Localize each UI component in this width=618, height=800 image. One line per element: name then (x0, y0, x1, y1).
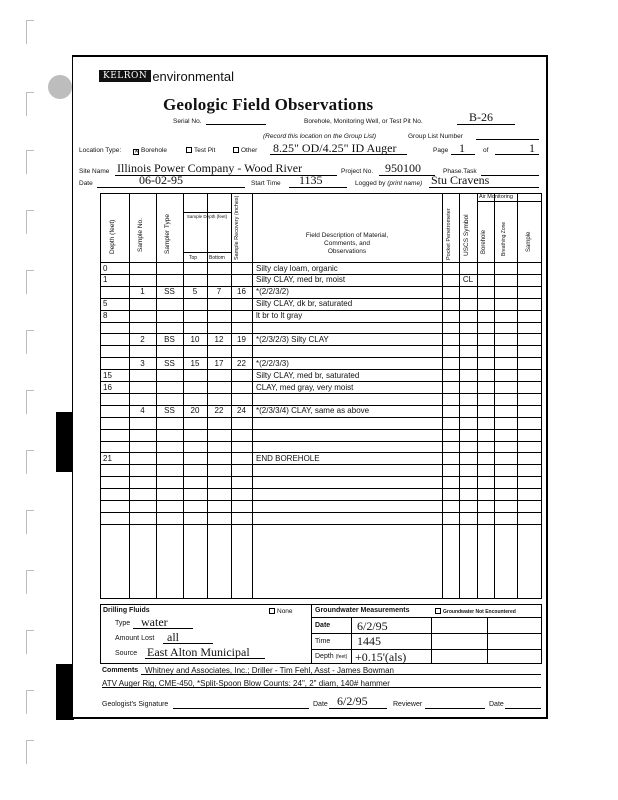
cell-recovery: 16 (237, 287, 246, 297)
cell-uscs: CL (462, 275, 474, 285)
cell-description: Silty CLAY, med br, moist (256, 275, 346, 285)
cell-top: 10 (190, 334, 200, 344)
signature-date-value: 6/2/95 (337, 694, 368, 708)
page-total: 1 (529, 141, 535, 155)
loc-borehole-option[interactable]: ✕ Borehole (134, 147, 168, 155)
cell-sampler-type: SS (164, 287, 175, 297)
col-description-line3: Observations (327, 248, 367, 255)
site-name-value: Illinois Power Company - Wood River (117, 161, 303, 175)
location-type-label: Location Type: (79, 147, 122, 154)
form-title: Geologic Field Observations (163, 95, 374, 114)
gw-time-value: 1445 (357, 634, 381, 648)
cell-sample-no: 4 (140, 406, 145, 416)
site-name-label: Site Name (79, 168, 110, 175)
cell-description: Silty CLAY, med br, saturated (256, 370, 360, 380)
gw-time-label: Time (315, 638, 331, 645)
date-value: 06-02-95 (139, 173, 183, 187)
cell-bottom: 22 (214, 406, 224, 416)
col-depth-header: Depth (feet) (109, 219, 116, 254)
fluids-groundwater-box (100, 604, 542, 664)
col-penetrometer-header: Pocket Penetrometer (446, 208, 452, 260)
cell-sampler-type: BS (164, 334, 175, 344)
cell-description: Silty CLAY, dk br, saturated (256, 299, 353, 309)
cell-sample-no: 2 (140, 334, 145, 344)
cell-sample-no: 3 (140, 358, 145, 368)
company-logo (99, 69, 234, 83)
col-top-header: Top (189, 255, 198, 261)
binder-edge-marks (0, 0, 40, 800)
cell-depth: 16 (103, 382, 112, 392)
cell-description: CLAY, med gray, very moist (256, 382, 354, 392)
cell-depth: 21 (103, 453, 112, 463)
phase-task-label: Phase.Task (443, 168, 477, 175)
cell-bottom: 7 (216, 287, 222, 297)
cell-bottom: 12 (214, 334, 224, 344)
col-breathing-header: Breathing Zone (501, 221, 507, 256)
checkbox-icon (269, 608, 275, 614)
cell-recovery: 19 (237, 334, 246, 344)
fluid-type-label: Type (115, 620, 131, 627)
of-label: of (483, 147, 489, 154)
logo-box-text: KELRON (99, 70, 151, 82)
col-description-line1: Field Description of Material, (305, 232, 389, 239)
cell-description: Silty clay loam, organic (256, 263, 338, 273)
cell-description: *(2/3/2/3) Silty CLAY (256, 334, 329, 344)
fluid-type-value: water (141, 615, 168, 629)
cell-depth: 1 (103, 275, 108, 285)
observation-table (100, 193, 542, 599)
checkbox-icon (186, 147, 192, 153)
drilling-fluids-title: Drilling Fluids (103, 607, 150, 614)
col-sample-header: Sample (526, 231, 532, 252)
comments-label: Comments (102, 667, 139, 674)
cell-bottom: 17 (214, 358, 224, 368)
cell-depth: 5 (103, 299, 108, 309)
cell-sampler-type: SS (164, 358, 175, 368)
source-value: East Alton Municipal (147, 645, 250, 659)
col-air-monitoring-header: Air Monitoring (479, 194, 513, 200)
loc-other-value: 8.25" OD/4.25" ID Auger (273, 141, 397, 155)
drilling-none-option[interactable]: None (269, 608, 293, 615)
loc-testpit-option[interactable]: Test Pit (186, 147, 215, 154)
record-note: (Record this location on the Group List) (263, 133, 377, 140)
groundwater-title: Groundwater Measurements (315, 607, 410, 614)
project-no-value: 950100 (385, 161, 421, 175)
logged-by-label: Logged by (print name) (355, 180, 423, 187)
page-number: 1 (459, 141, 465, 155)
col-bottom-header: Bottom (209, 255, 225, 261)
serial-label: Serial No. (173, 118, 202, 125)
signature-date-label: Date (313, 701, 328, 708)
cell-recovery: 22 (237, 358, 246, 368)
gw-date-value: 6/2/95 (357, 619, 388, 633)
start-time-label: Start Time (251, 180, 281, 187)
checkbox-icon (233, 147, 239, 153)
col-sampler-type-header: Sampler Type (164, 214, 171, 254)
comments-line2: ATV Auger Rig, CME-450, *Split-Spoon Blow Counts: 24", 2" diam, 140# hammer (102, 679, 390, 688)
cell-description: *(2/2/3/2) (256, 287, 289, 297)
cell-description: END BOREHOLE (256, 453, 320, 463)
page-label: Page (433, 147, 449, 154)
logged-by-value: Stu Cravens (431, 173, 490, 187)
cell-top: 15 (190, 358, 200, 368)
logo-word-text: environmental (152, 68, 234, 84)
signature-label: Geologist's Signature (102, 701, 169, 708)
reviewer-date-label: Date (489, 701, 504, 708)
col-recovery-header: Sample Recovery (inches) (234, 195, 240, 260)
borehole-number: B-26 (469, 110, 493, 124)
cell-description: *(2/2/3/3) (256, 358, 289, 368)
amount-lost-label: Amount Lost (115, 635, 155, 642)
cell-top: 20 (190, 406, 200, 416)
gw-depth-label: Depth (feet) (315, 653, 348, 660)
amount-lost-value: all (167, 630, 179, 644)
start-time-value: 1135 (299, 173, 323, 187)
borehole-label: Borehole, Monitoring Well, or Test Pit No. (304, 118, 423, 125)
cell-depth: 0 (103, 263, 108, 273)
binder-ring-hole (48, 75, 72, 99)
group-list-label: Group List Number (408, 133, 463, 140)
col-description-line2: Comments, and (324, 240, 370, 247)
project-no-label: Project No. (341, 168, 374, 175)
cell-top: 5 (192, 287, 198, 297)
comments-line1: Whitney and Associates, Inc.; Driller - Tim Fehl, Asst - James Bowman (145, 666, 394, 675)
cell-description: *(2/3/3/4) CLAY, same as above (256, 406, 370, 416)
date-label: Date (79, 180, 93, 187)
checked-box-icon: ✕ (134, 149, 140, 155)
col-borehole-header: Borehole (481, 229, 487, 254)
loc-other-option[interactable]: Other (233, 147, 257, 154)
groundwater-not-encountered-option[interactable]: Groundwater Not Encountered (435, 608, 516, 615)
reviewer-label: Reviewer (393, 701, 423, 708)
cell-sample-no: 1 (140, 287, 145, 297)
col-uscs-header: USCS Symbol (463, 214, 470, 256)
cell-recovery: 24 (237, 406, 246, 416)
cell-description: lt br to lt gray (256, 311, 303, 321)
gw-depth-value: +0.15'(als) (355, 650, 407, 664)
col-sample-depth-header: Sample Depth (feet) (186, 214, 228, 219)
cell-depth: 8 (103, 311, 108, 321)
checkbox-icon (435, 608, 441, 614)
cell-sampler-type: SS (164, 406, 175, 416)
source-label: Source (115, 650, 138, 657)
col-sample-no-header: Sample No. (137, 218, 144, 252)
field-observation-form (72, 55, 548, 719)
gw-date-label: Date (315, 622, 331, 629)
cell-depth: 15 (103, 370, 112, 380)
